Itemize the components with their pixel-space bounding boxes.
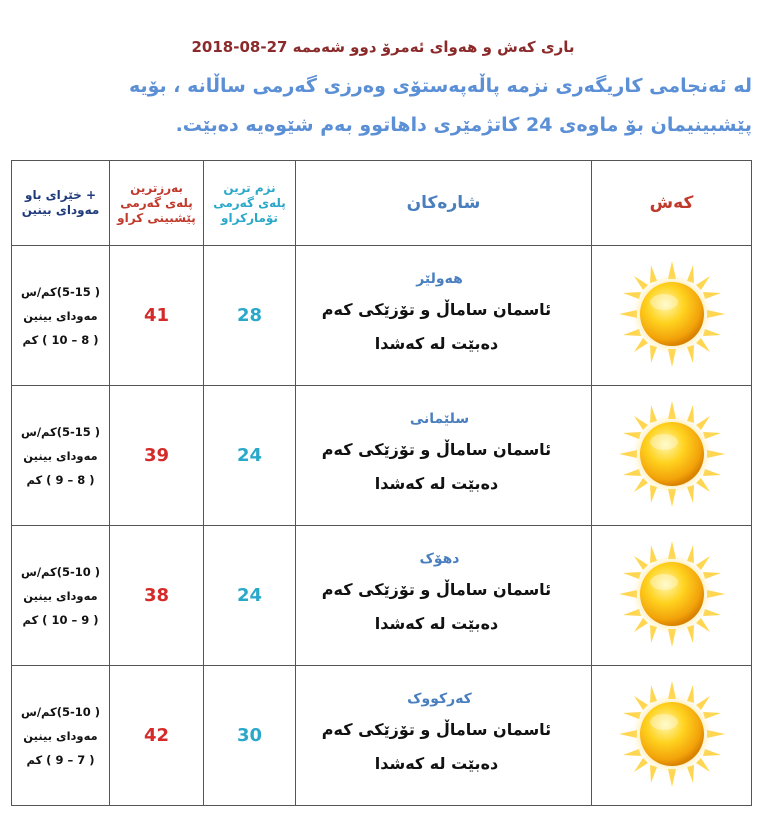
header-cities: شارەکان <box>296 161 592 246</box>
visibility-value: ( 7 – 9 ) کم <box>26 752 95 767</box>
header-wind-line1: خێرای باو + <box>24 188 96 202</box>
header-max-line3: پێشبینی کراو <box>117 210 196 225</box>
min-temp: 24 <box>204 526 296 666</box>
visibility-label: مەودای بینین <box>23 308 98 323</box>
city-name: دهۆک <box>419 550 460 567</box>
visibility-label: مەودای بینین <box>23 588 98 603</box>
city-name: سلێمانی <box>409 410 470 427</box>
city-desc-line2: دەبێت لە کەشدا <box>374 613 499 633</box>
city-desc-line1: ئاسمان ساماڵ و تۆزێکی کەم <box>321 719 552 739</box>
wind-speed: ( 5-10)کم/س <box>20 704 101 719</box>
min-temp: 28 <box>204 246 296 386</box>
header-max-line2: پلەی گەرمی <box>120 195 193 210</box>
wind-speed: ( 5-15)کم/س <box>20 284 101 299</box>
city-desc-line2: دەبێت لە کەشدا <box>374 473 499 493</box>
forecast-table <box>11 160 752 806</box>
wind-speed: ( 5-10)کم/س <box>20 564 101 579</box>
page-title: باری کەش و هەوای ئەمرۆ دوو شەممە 27-08-2018 <box>191 38 575 56</box>
header-wind <box>12 161 110 246</box>
city-cell <box>296 526 592 666</box>
max-temp: 41 <box>110 246 204 386</box>
visibility-label: مەودای بینین <box>23 448 98 463</box>
min-temp: 30 <box>204 666 296 806</box>
city-cell <box>296 386 592 526</box>
table-row <box>12 666 752 806</box>
sun-icon <box>617 399 727 509</box>
header-weather: کەش <box>592 161 752 246</box>
header-wind-line2: مەودای بینین <box>21 203 100 217</box>
wind-speed: ( 5-15)کم/س <box>20 424 101 439</box>
table-row <box>12 246 752 386</box>
wind-cell <box>12 386 110 526</box>
header-min <box>204 161 296 246</box>
wind-cell <box>12 526 110 666</box>
city-cell <box>296 246 592 386</box>
weather-cell <box>592 386 752 526</box>
sun-icon <box>617 259 727 369</box>
max-temp: 38 <box>110 526 204 666</box>
city-desc-line2: دەبێت لە کەشدا <box>374 753 499 773</box>
visibility-label: مەودای بینین <box>23 728 98 743</box>
wind-cell <box>12 666 110 806</box>
max-temp: 39 <box>110 386 204 526</box>
city-name: کەرکووک <box>407 690 472 707</box>
city-name: هەولێر <box>416 270 463 287</box>
header-max-line1: بەرزترین <box>130 180 183 195</box>
weather-cell <box>592 666 752 806</box>
weather-cell <box>592 526 752 666</box>
sun-icon <box>617 539 727 649</box>
intro-line-2: پێشبینیمان بۆ ماوەی 24 کاتژمێری داهاتوو بەم شێوەیە دەبێت. <box>175 114 752 136</box>
sun-icon <box>617 679 727 789</box>
city-desc-line1: ئاسمان ساماڵ و تۆزێکی کەم <box>321 579 552 599</box>
header-min-line3: تۆمارکراو <box>221 210 278 225</box>
city-cell <box>296 666 592 806</box>
visibility-value: ( 9 – 10 ) کم <box>22 612 99 627</box>
max-temp: 42 <box>110 666 204 806</box>
weather-cell <box>592 246 752 386</box>
visibility-value: ( 8 – 9 ) کم <box>26 472 95 487</box>
intro-line-1: لە ئەنجامی کاریگەری نزمە پاڵەپەستۆی وەرزی گەرمی ساڵانە ، بۆیە <box>128 75 752 97</box>
city-desc-line2: دەبێت لە کەشدا <box>374 333 499 353</box>
table-header-row <box>12 161 752 246</box>
header-min-line2: پلەی گەرمی <box>213 195 286 210</box>
wind-cell <box>12 246 110 386</box>
city-desc-line1: ئاسمان ساماڵ و تۆزێکی کەم <box>321 299 552 319</box>
header-max <box>110 161 204 246</box>
visibility-value: ( 8 – 10 ) کم <box>22 332 99 347</box>
city-desc-line1: ئاسمان ساماڵ و تۆزێکی کەم <box>321 439 552 459</box>
table-row <box>12 526 752 666</box>
min-temp: 24 <box>204 386 296 526</box>
header-min-line1: نزم ترین <box>223 180 276 195</box>
table-row <box>12 386 752 526</box>
